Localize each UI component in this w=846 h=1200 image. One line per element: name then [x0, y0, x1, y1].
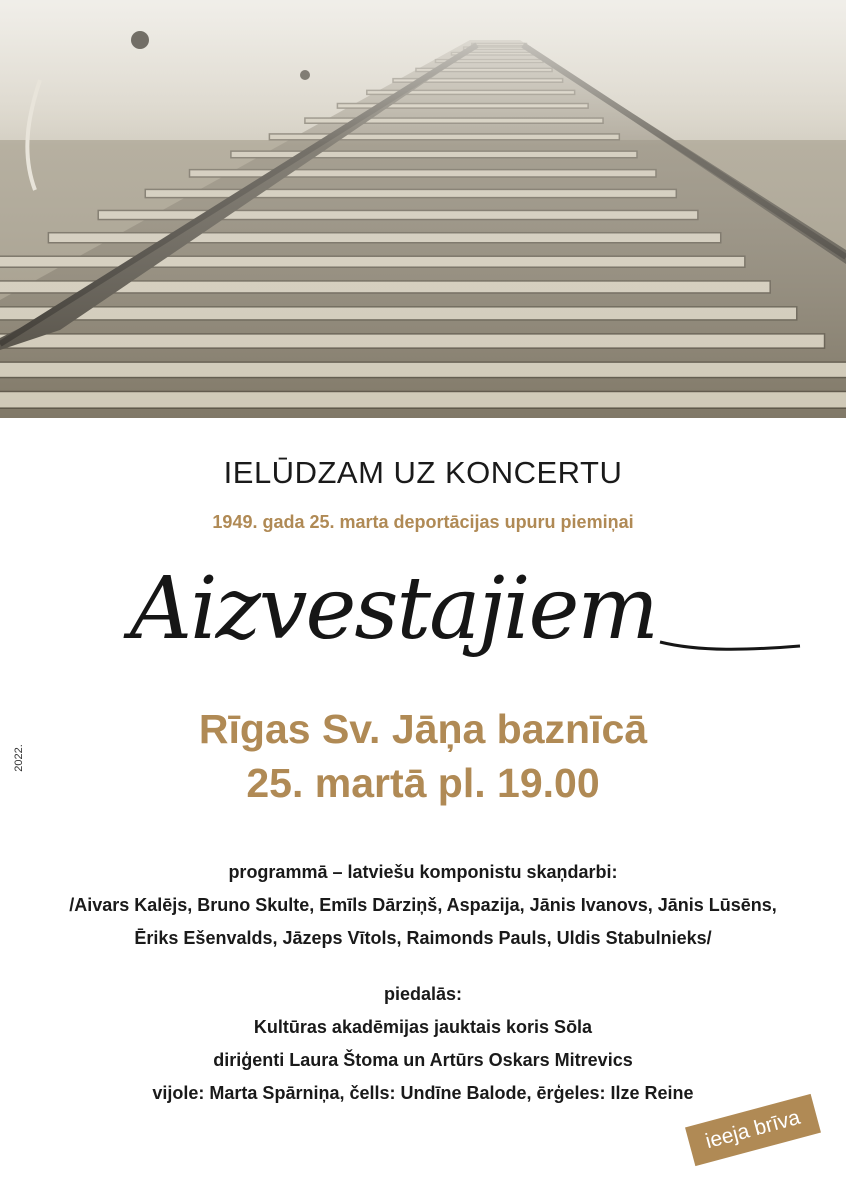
invitation-heading: IELŪDZAM UZ KONCERTU — [223, 455, 623, 490]
venue-location: Rīgas Sv. Jāņa baznīcā — [198, 706, 648, 752]
venue-block — [0, 702, 846, 810]
participants-line: Kultūras akadēmijas jauktais koris Sōla — [253, 1017, 593, 1037]
concert-title — [120, 560, 810, 670]
program-line: programmā – latviešu komponistu skaņdarbi: — [228, 862, 618, 882]
railway-illustration — [0, 0, 846, 418]
participants-line: vijole: Marta Spārniņa, čells: Undīne Balode, ērģeles: Ilze Reine — [152, 1083, 694, 1103]
venue-datetime: 25. martā pl. 19.00 — [246, 760, 600, 806]
participants-line: piedalās: — [383, 984, 463, 1004]
program-line: /Aivars Kalējs, Bruno Skulte, Emīls Dārziņš, Aspazija, Jānis Ivanovs, Jānis Lūsēns, — [69, 895, 777, 915]
participants-block — [0, 978, 846, 1110]
year-note: 2022. — [13, 744, 25, 772]
free-entry-badge: ieeja brīva — [685, 1094, 821, 1166]
hero-railway-image — [0, 0, 846, 418]
concert-title-text: Aizvestajiem — [130, 560, 657, 659]
memorial-subtitle: 1949. gada 25. marta deportācijas upuru piemiņai — [212, 512, 634, 532]
title-flourish — [660, 642, 800, 649]
participants-line: diriģenti Laura Štoma un Artūrs Oskars Mitrevics — [213, 1050, 633, 1070]
program-line: Ēriks Ešenvalds, Jāzeps Vītols, Raimonds Pauls, Uldis Stabulnieks/ — [134, 928, 712, 948]
program-block — [0, 856, 846, 955]
